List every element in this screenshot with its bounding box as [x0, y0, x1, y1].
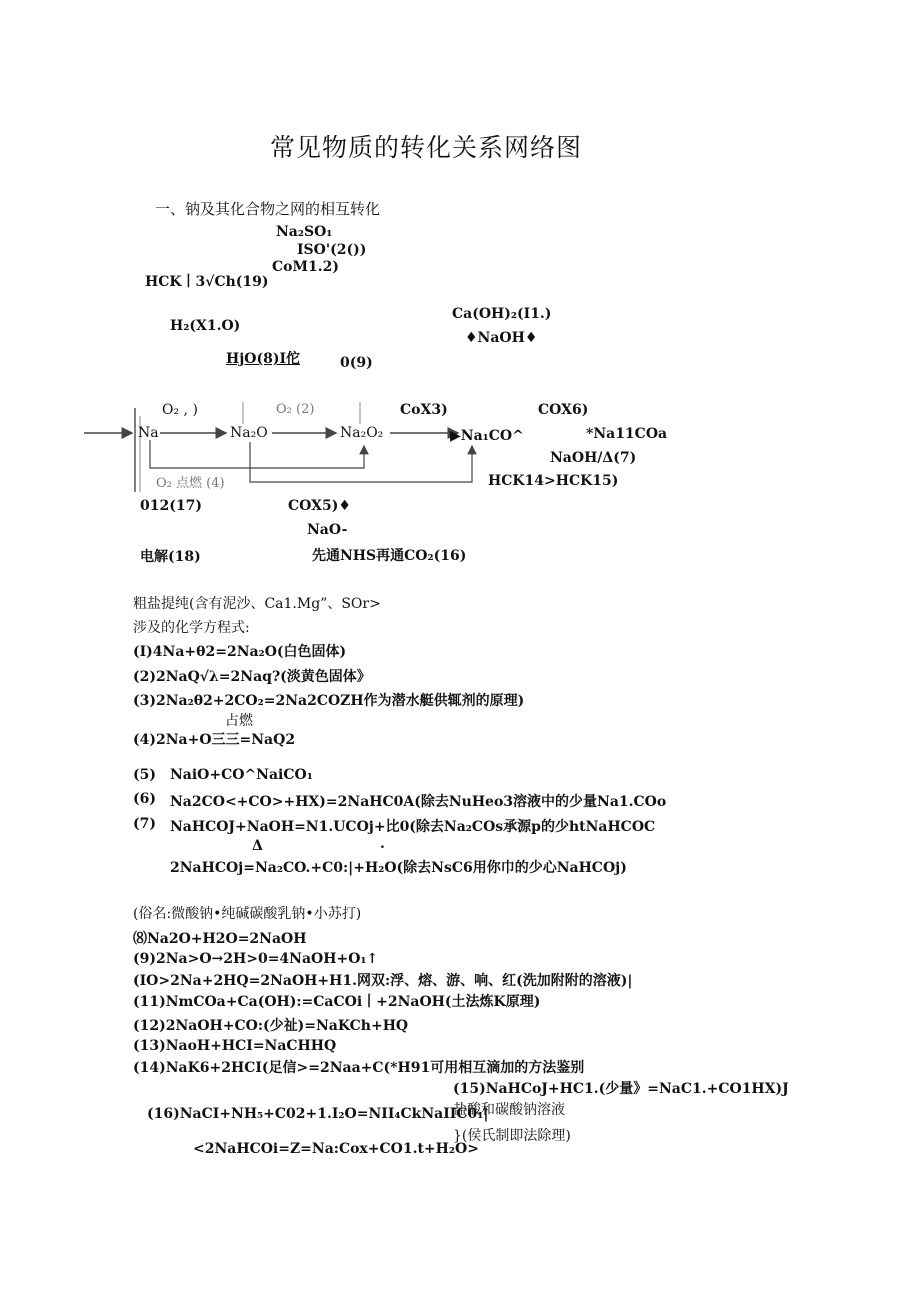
label-hjo8: HjO(8)I佗: [226, 351, 301, 367]
label-dianjie: 电解(18): [140, 549, 201, 565]
equation-6: Na2CO<+CO>+HX)=2NaHC0A(除去NuHeo3溶液中的少量Na1.COo: [170, 794, 667, 810]
equation-4: (4)2Na+O三三=NaQ2: [133, 732, 296, 748]
equation-5-number: (5): [133, 767, 156, 783]
equation-7-number: (7): [133, 816, 156, 832]
equation-3: (3)2Na₂θ2+2CO₂=2Na2COZH作为潜水艇供辄剂的原理): [133, 693, 525, 709]
label-cox5: COX5)♦: [288, 498, 351, 514]
page-title: 常见物质的转化关系网络图: [270, 133, 583, 162]
section-heading: 一、钠及其化合物之网的相互转化: [155, 200, 381, 218]
equation-10: (IO>2Na+2HQ=2NaOH+H1.网双:浮、熔、游、响、红(洗加附附的溶液)|: [133, 973, 633, 989]
equation-7b-dot: .: [380, 836, 385, 852]
equation-15-note: 盐酸和碳酸钠溶液: [453, 1102, 565, 1118]
equation-14: (14)NaK6+2HCI(足信>=2Naa+C(*H91可用相互滴加的方法鉴别: [133, 1060, 585, 1076]
equation-7b: 2NaHCOj=Na₂CO.+C0:|+H₂O(除去NsC6用你巾的少心NaHCOj): [170, 860, 627, 876]
label-hck3ch: HCK丨3√Ch(19): [145, 274, 269, 290]
equation-1: (I)4Na+θ2=2Na₂O(白色固体): [133, 644, 347, 660]
equation-15: (15)NaHCoJ+HC1.(少量》=NaC1.+CO1HX)J: [453, 1081, 789, 1097]
equation-16: (16)NaCI+NH₅+C02+1.I₂O=NII₄CkNaIIC0₁|: [147, 1106, 489, 1122]
label-o2-4: O₂ 点燃 (4): [156, 476, 225, 491]
equation-7b-condition: Δ: [252, 838, 263, 854]
label-hck: HCK14>HCK15): [488, 473, 619, 489]
label-o2-2: O₂ (2): [276, 402, 315, 417]
purification-note: 粗盐提纯(含有泥沙、Ca1.Mg”、SOr>: [133, 596, 381, 612]
equation-7: NaHCOJ+NaOH=N1.UCOj+比0(除去Na₂COs承源p的少htNaHCOC: [170, 819, 656, 835]
equation-13: (13)NaoH+HCI=NaCHHQ: [133, 1038, 337, 1054]
node-na2co3: ▶Na₁CO^: [450, 428, 524, 444]
label-h2x1o: H₂(X1.O): [170, 318, 241, 334]
label-com: CoM1.2): [272, 259, 339, 275]
equation-2: (2)2NaQ√λ=2Naq?(淡黄色固体》: [133, 669, 371, 685]
equations-intro: 涉及的化学方程式:: [133, 620, 250, 636]
alias-note: (俗名:微酸钠•纯碱碳酸乳钠•小苏打): [133, 906, 362, 922]
label-o12: 012(17): [140, 498, 202, 514]
node-na2o2: Na₂O₂: [340, 425, 384, 441]
loop-combustion: [150, 440, 364, 468]
equation-6-number: (6): [133, 791, 156, 807]
label-iso: ISO'(2()): [297, 242, 367, 258]
equation-9: (9)2Na>O→2H>0=4NaOH+O₁↑: [133, 951, 379, 967]
label-naoh7: NaOH/Δ(7): [550, 450, 637, 466]
equation-8: ⑻Na2O+H2O=2NaOH: [133, 931, 307, 947]
label-o2-1: O₂ , ): [162, 402, 198, 418]
label-cox3: CoX3): [400, 402, 448, 418]
equation-5: NaiO+CO^NaiCO₁: [170, 767, 313, 783]
equation-4-condition: 占燃: [225, 713, 253, 729]
label-o9: 0(9): [340, 355, 373, 371]
label-cox6: COX6): [538, 402, 589, 418]
label-nao: NaO-: [307, 522, 348, 538]
label-naoh: ♦NaOH♦: [465, 330, 538, 346]
equation-17: <2NaHCOi=Z=Na:Cox+CO1.t+H₂O>: [193, 1141, 479, 1157]
node-na2o: Na₂O: [230, 425, 268, 441]
equation-16-note: }(侯氏制即法除理): [453, 1128, 571, 1144]
label-na11coa: *Na11COa: [586, 426, 668, 442]
label-xiantong: 先通NHS再通CO₂(16): [312, 548, 467, 564]
label-na2so4: Na₂SO₁: [276, 224, 333, 240]
loop-outer: [250, 442, 472, 482]
equation-12: (12)2NaOH+CO:(少祉)=NaKCh+HQ: [133, 1018, 409, 1034]
equation-11: (11)NmCOa+Ca(OH):=CaCOi丨+2NaOH(土法炼K原理): [133, 994, 541, 1010]
node-na: Na: [138, 425, 159, 441]
label-caoh2: Ca(OH)₂(I1.): [452, 306, 552, 322]
